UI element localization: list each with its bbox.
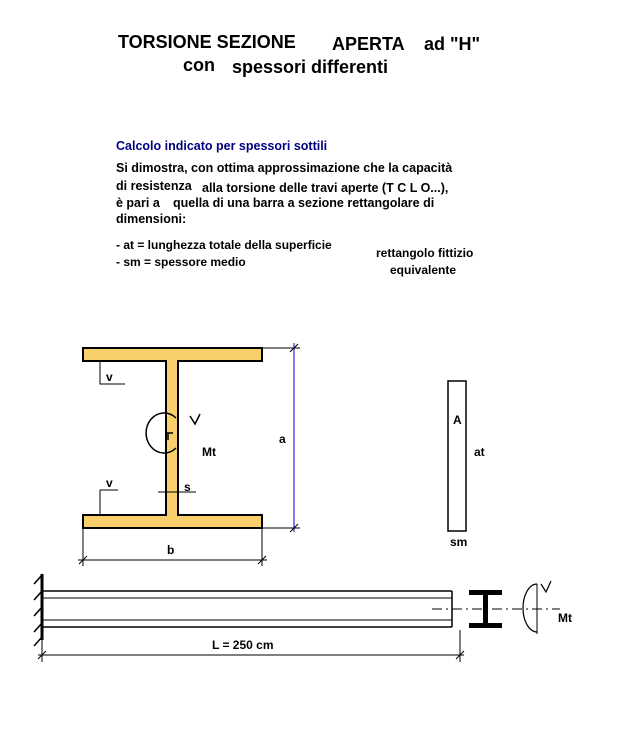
label-length: L = 250 cm — [212, 638, 274, 652]
definition-sm: - sm = spessore medio — [116, 255, 246, 269]
cantilever-beam — [34, 574, 452, 646]
paragraph-line-1: Si dimostra, con ottima approssimazione che la capacità — [116, 161, 453, 175]
label-mt-section: Mt — [202, 445, 216, 459]
web-joint-bottom — [167, 513, 177, 517]
label-b: b — [167, 543, 175, 557]
label-at: at — [474, 445, 485, 459]
paragraph-line-3a: è pari a — [116, 196, 160, 210]
label-a: a — [279, 432, 286, 446]
subtitle: Calcolo indicato per spessori sottili — [116, 139, 328, 153]
definition-at: - at = lunghezza totale della superficie — [116, 238, 332, 252]
web-joint-top — [167, 359, 177, 363]
label-A: A — [453, 413, 462, 427]
rect-caption-line-1: rettangolo fittizio — [376, 246, 474, 260]
title-part-3: ad "H" — [424, 34, 481, 54]
label-s: s — [184, 480, 191, 494]
paragraph-line-2b: alla torsione delle travi aperte (T C L O...), — [202, 181, 449, 195]
paragraph-line-3b: quella di una barra a sezione rettangolare di — [173, 196, 435, 210]
paragraph-line-4: dimensioni: — [116, 212, 187, 226]
label-sm: sm — [450, 535, 468, 549]
equivalent-rectangle — [448, 381, 466, 531]
beam-moment-arrow — [523, 581, 551, 634]
title-part-2: APERTA — [332, 34, 405, 54]
title-part-1: TORSIONE SEZIONE — [118, 32, 296, 52]
title-part-5: spessori differenti — [232, 57, 389, 77]
paragraph-line-2a: di resistenza — [116, 179, 192, 193]
label-v-top: v — [106, 370, 113, 384]
rect-caption-line-2: equivalente — [390, 263, 457, 277]
label-v-bottom: v — [106, 476, 113, 490]
title-part-4: con — [183, 55, 216, 75]
label-mt-beam: Mt — [558, 611, 572, 625]
